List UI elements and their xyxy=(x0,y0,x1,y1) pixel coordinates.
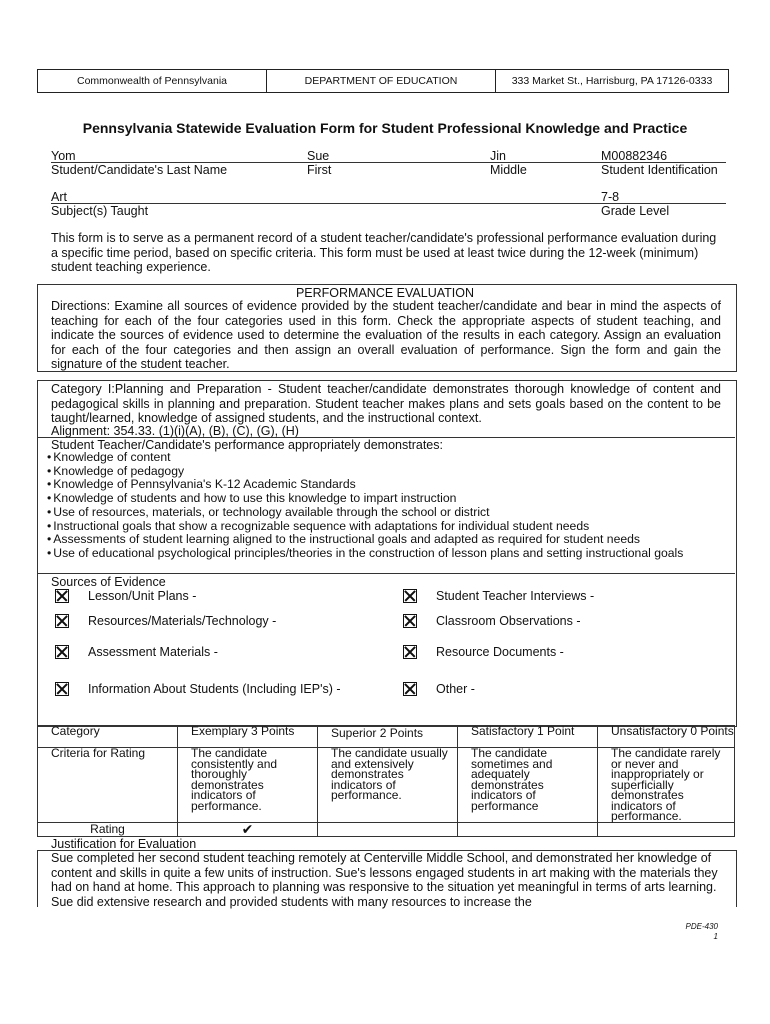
student-id-value: M00882346 xyxy=(601,149,668,163)
directions-text: Directions: Examine all sources of evidence provided by the student teacher/candidate and bear in mind the aspects of teaching for each of the four categories used in this form. Check the appropriate aspects of student teaching, and indicate the sources of evidence used to determine the evaluation of the results in each category. Assign an evaluation for each of the four categories and then assign an overall evaluation of performance. Sign the form and gain the signature of the student teacher. xyxy=(51,299,721,371)
subject-value: Art xyxy=(51,190,67,204)
justification-text: Sue completed her second student teaching remotely at Centerville Middle School, and demonstrated her knowledge of content and skills in quite a few units of instruction. Sue's lessons engaged students in art making with the materials they had on hand at home. This approach to planning was responsive to the situation yet meaningful in terms of arts learning. Sue did extensive research and provided students with many resources to increase the xyxy=(51,851,718,909)
middle-name-value: Jin xyxy=(490,149,506,163)
last-name-label: Student/Candidate's Last Name xyxy=(51,163,228,177)
criteria-satisfactory: The candidate sometimes and adequately demonstrates indicators of performance xyxy=(458,748,598,823)
sources-heading: Sources of Evidence xyxy=(51,575,166,589)
first-name-label: First xyxy=(307,163,332,177)
rating-satisfactory-cell[interactable] xyxy=(458,823,598,837)
middle-name-label: Middle xyxy=(490,163,527,177)
list-item: • Knowledge of pedagogy xyxy=(47,465,721,479)
observations-label: Classroom Observations - xyxy=(436,614,581,628)
other-label: Other - xyxy=(436,682,475,696)
subject-label: Subject(s) Taught xyxy=(51,204,149,218)
justification-heading: Justification for Evaluation xyxy=(51,837,197,851)
table-header-category: Category xyxy=(38,726,178,748)
form-title: Pennsylvania Statewide Evaluation Form for Student Professional Knowledge and Practice xyxy=(82,120,688,136)
student-info-checkbox[interactable] xyxy=(55,682,69,696)
observations-checkbox[interactable] xyxy=(403,614,417,628)
table-header-exemplary: Exemplary 3 Points xyxy=(178,726,318,748)
interviews-checkbox[interactable] xyxy=(403,589,417,603)
resource-docs-checkbox[interactable] xyxy=(403,645,417,659)
criteria-superior: The candidate usually and extensively demonstrates indicators of performance. xyxy=(318,748,458,823)
assessment-label: Assessment Materials - xyxy=(88,645,218,659)
indicator-list xyxy=(47,451,721,561)
criteria-label: Criteria for Rating xyxy=(38,748,178,823)
other-checkbox[interactable] xyxy=(403,682,417,696)
rating-label: Rating xyxy=(38,823,178,837)
rating-table xyxy=(37,725,735,837)
assessment-checkbox[interactable] xyxy=(55,645,69,659)
rating-exemplary-cell[interactable]: ✔ xyxy=(178,823,318,837)
criteria-exemplary: The candidate consistently and thoroughly demonstrates indicators of performance. xyxy=(178,748,318,823)
grade-label: Grade Level xyxy=(601,204,670,218)
list-item: • Knowledge of Pennsylvania's K-12 Academic Standards xyxy=(47,478,721,492)
list-item: • Knowledge of content xyxy=(47,451,721,465)
sources-divider xyxy=(37,573,735,574)
form-code: PDE-430 xyxy=(685,922,718,931)
list-item: • Use of educational psychological principles/theories in the construction of lesson plans and setting instructional goals xyxy=(47,547,721,561)
table-header-satisfactory: Satisfactory 1 Point xyxy=(458,726,598,748)
rating-superior-cell[interactable] xyxy=(318,823,458,837)
lesson-plans-label: Lesson/Unit Plans - xyxy=(88,589,197,603)
table-header-unsatisfactory: Unsatisfactory 0 Points xyxy=(598,726,735,748)
resources-checkbox[interactable] xyxy=(55,614,69,628)
header-address: 333 Market St., Harrisburg, PA 17126-0333 xyxy=(511,75,713,87)
resource-docs-label: Resource Documents - xyxy=(436,645,564,659)
category-1-description: Category I:Planning and Preparation - Student teacher/candidate demonstrates thorough knowledge of content and pedagogical skills in planning and preparation. Student teacher makes plans and sets goals based on the content to be taught/learned, knowledge of assigned students, and the instructional context. xyxy=(51,382,721,425)
list-item: • Use of resources, materials, or technology available through the school or district xyxy=(47,506,721,520)
first-name-value: Sue xyxy=(307,149,330,163)
table-header-superior: Superior 2 Points xyxy=(318,726,458,748)
rating-unsatisfactory-cell[interactable] xyxy=(598,823,735,837)
demonstrates-text: Student Teacher/Candidate's performance appropriately demonstrates: xyxy=(51,438,443,452)
student-info-label: Information About Students (Including IEP's) - xyxy=(88,682,341,696)
criteria-unsatisfactory: The candidate rarely or never and inappropriately or superficially demonstrates indicators of performance. xyxy=(598,748,735,823)
student-id-label: Student Identification xyxy=(601,163,718,177)
page-number: 1 xyxy=(713,932,718,941)
list-item: • Instructional goals that show a recognizable sequence with adaptations for individual student needs xyxy=(47,520,721,534)
list-item: • Assessments of student learning aligned to the instructional goals and adapted as required for student needs xyxy=(47,533,721,547)
list-item: • Knowledge of students and how to use this knowledge to impart instruction xyxy=(47,492,721,506)
alignment-text: Alignment: 354.33. (1)(i)(A), (B), (C), (G), (H) xyxy=(51,424,299,438)
header-department: DEPARTMENT OF EDUCATION xyxy=(267,70,496,92)
lesson-plans-checkbox[interactable] xyxy=(55,589,69,603)
grade-value: 7-8 xyxy=(601,190,620,204)
interviews-label: Student Teacher Interviews - xyxy=(436,589,595,603)
agency-header xyxy=(37,69,729,93)
resources-label: Resources/Materials/Technology - xyxy=(88,614,277,628)
header-commonwealth: Commonwealth of Pennsylvania xyxy=(38,70,267,92)
last-name-value: Yom xyxy=(51,149,76,163)
performance-heading: PERFORMANCE EVALUATION xyxy=(295,286,475,300)
intro-paragraph: This form is to serve as a permanent record of a student teacher/candidate's professional performance evaluation during a specific time period, based on specific criteria. This form must be used at least twice during the 12-week (minimum) student teaching experience. xyxy=(51,231,717,274)
